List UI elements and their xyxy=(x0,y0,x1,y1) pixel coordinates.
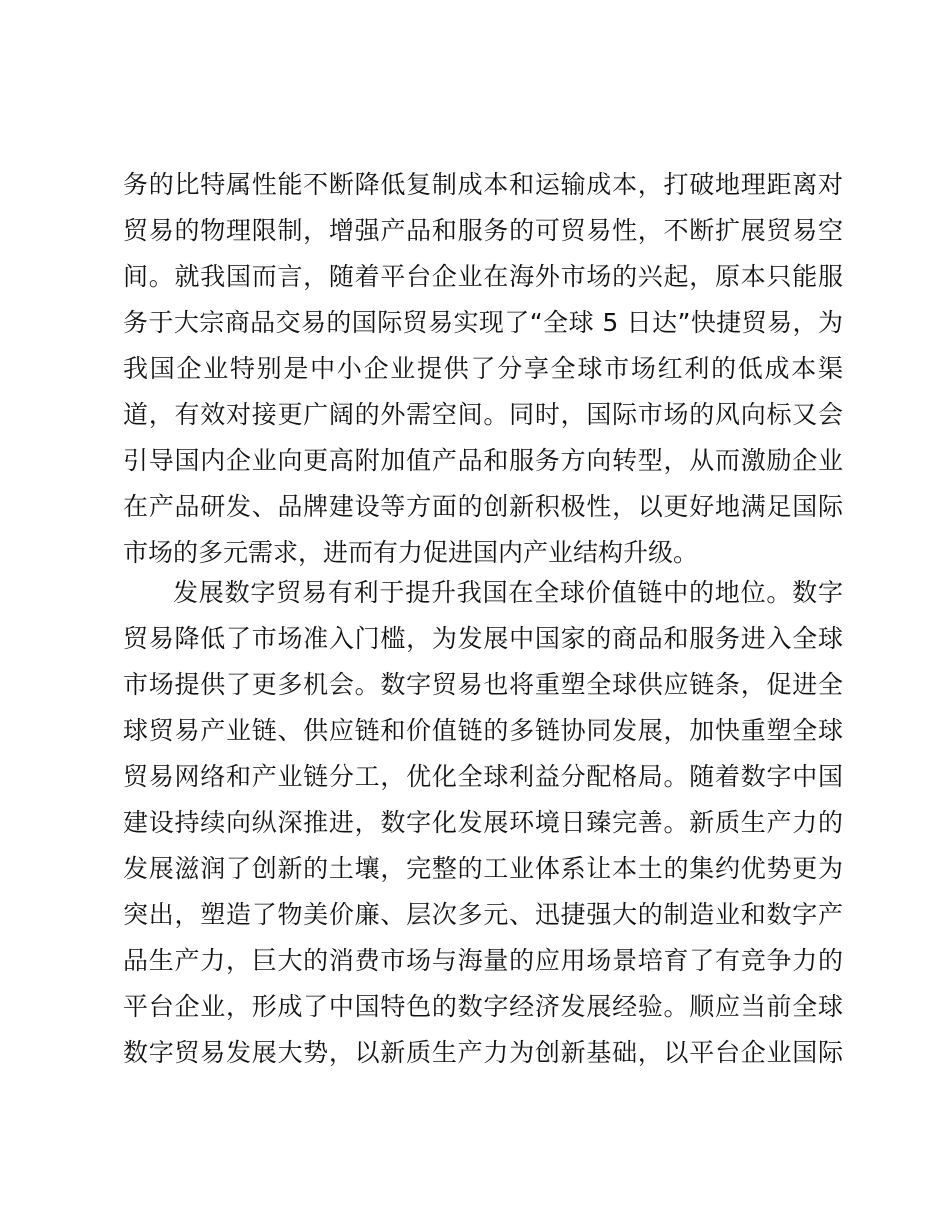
text-line: 贸易网络和产业链分工，优化全球利益分配格局。随着数字中国 xyxy=(123,762,843,791)
text-line: 品生产力，巨大的消费市场与海量的应用场景培育了有竞争力的 xyxy=(123,946,843,975)
text-line: 市场的多元需求，进而有力促进国内产业结构升级。 xyxy=(123,538,699,567)
text-line: 数字贸易发展大势，以新质生产力为创新基础，以平台企业国际 xyxy=(123,1038,843,1067)
paragraph-1 xyxy=(123,162,843,576)
text-line: 务的比特属性能不断降低复制成本和运输成本，打破地理距离对 xyxy=(123,170,843,199)
text-line: 发展数字贸易有利于提升我国在全球价值链中的地位。数字 xyxy=(173,578,843,607)
text-line: 在产品研发、品牌建设等方面的创新积极性，以更好地满足国际 xyxy=(123,492,843,521)
text-line: 市场提供了更多机会。数字贸易也将重塑全球供应链条，促进全 xyxy=(123,670,843,699)
text-line: 贸易降低了市场准入门槛，为发展中国家的商品和服务进入全球 xyxy=(123,624,843,653)
text-line: 球贸易产业链、供应链和价值链的多链协同发展，加快重塑全球 xyxy=(123,716,843,745)
text-line: 平台企业，形成了中国特色的数字经济发展经验。顺应当前全球 xyxy=(123,992,843,1021)
text-line: 间。就我国而言，随着平台企业在海外市场的兴起，原本只能服 xyxy=(123,262,843,291)
text-line: 道，有效对接更广阔的外需空间。同时，国际市场的风向标又会 xyxy=(123,400,843,429)
text-line: 发展滋润了创新的土壤，完整的工业体系让本土的集约优势更为 xyxy=(123,854,843,883)
text-line: 建设持续向纵深推进，数字化发展环境日臻完善。新质生产力的 xyxy=(123,808,843,837)
text-line: 我国企业特别是中小企业提供了分享全球市场红利的低成本渠 xyxy=(123,354,843,383)
text-line: 贸易的物理限制，增强产品和服务的可贸易性，不断扩展贸易空 xyxy=(123,216,843,245)
text-line: 突出，塑造了物美价廉、层次多元、迅捷强大的制造业和数字产 xyxy=(123,900,843,929)
text-line: 引导国内企业向更高附加值产品和服务方向转型，从而激励企业 xyxy=(123,446,843,475)
paragraph-2 xyxy=(123,570,843,1076)
text-line: 务于大宗商品交易的国际贸易实现了“全球 5 日达”快捷贸易，为 xyxy=(123,308,843,337)
